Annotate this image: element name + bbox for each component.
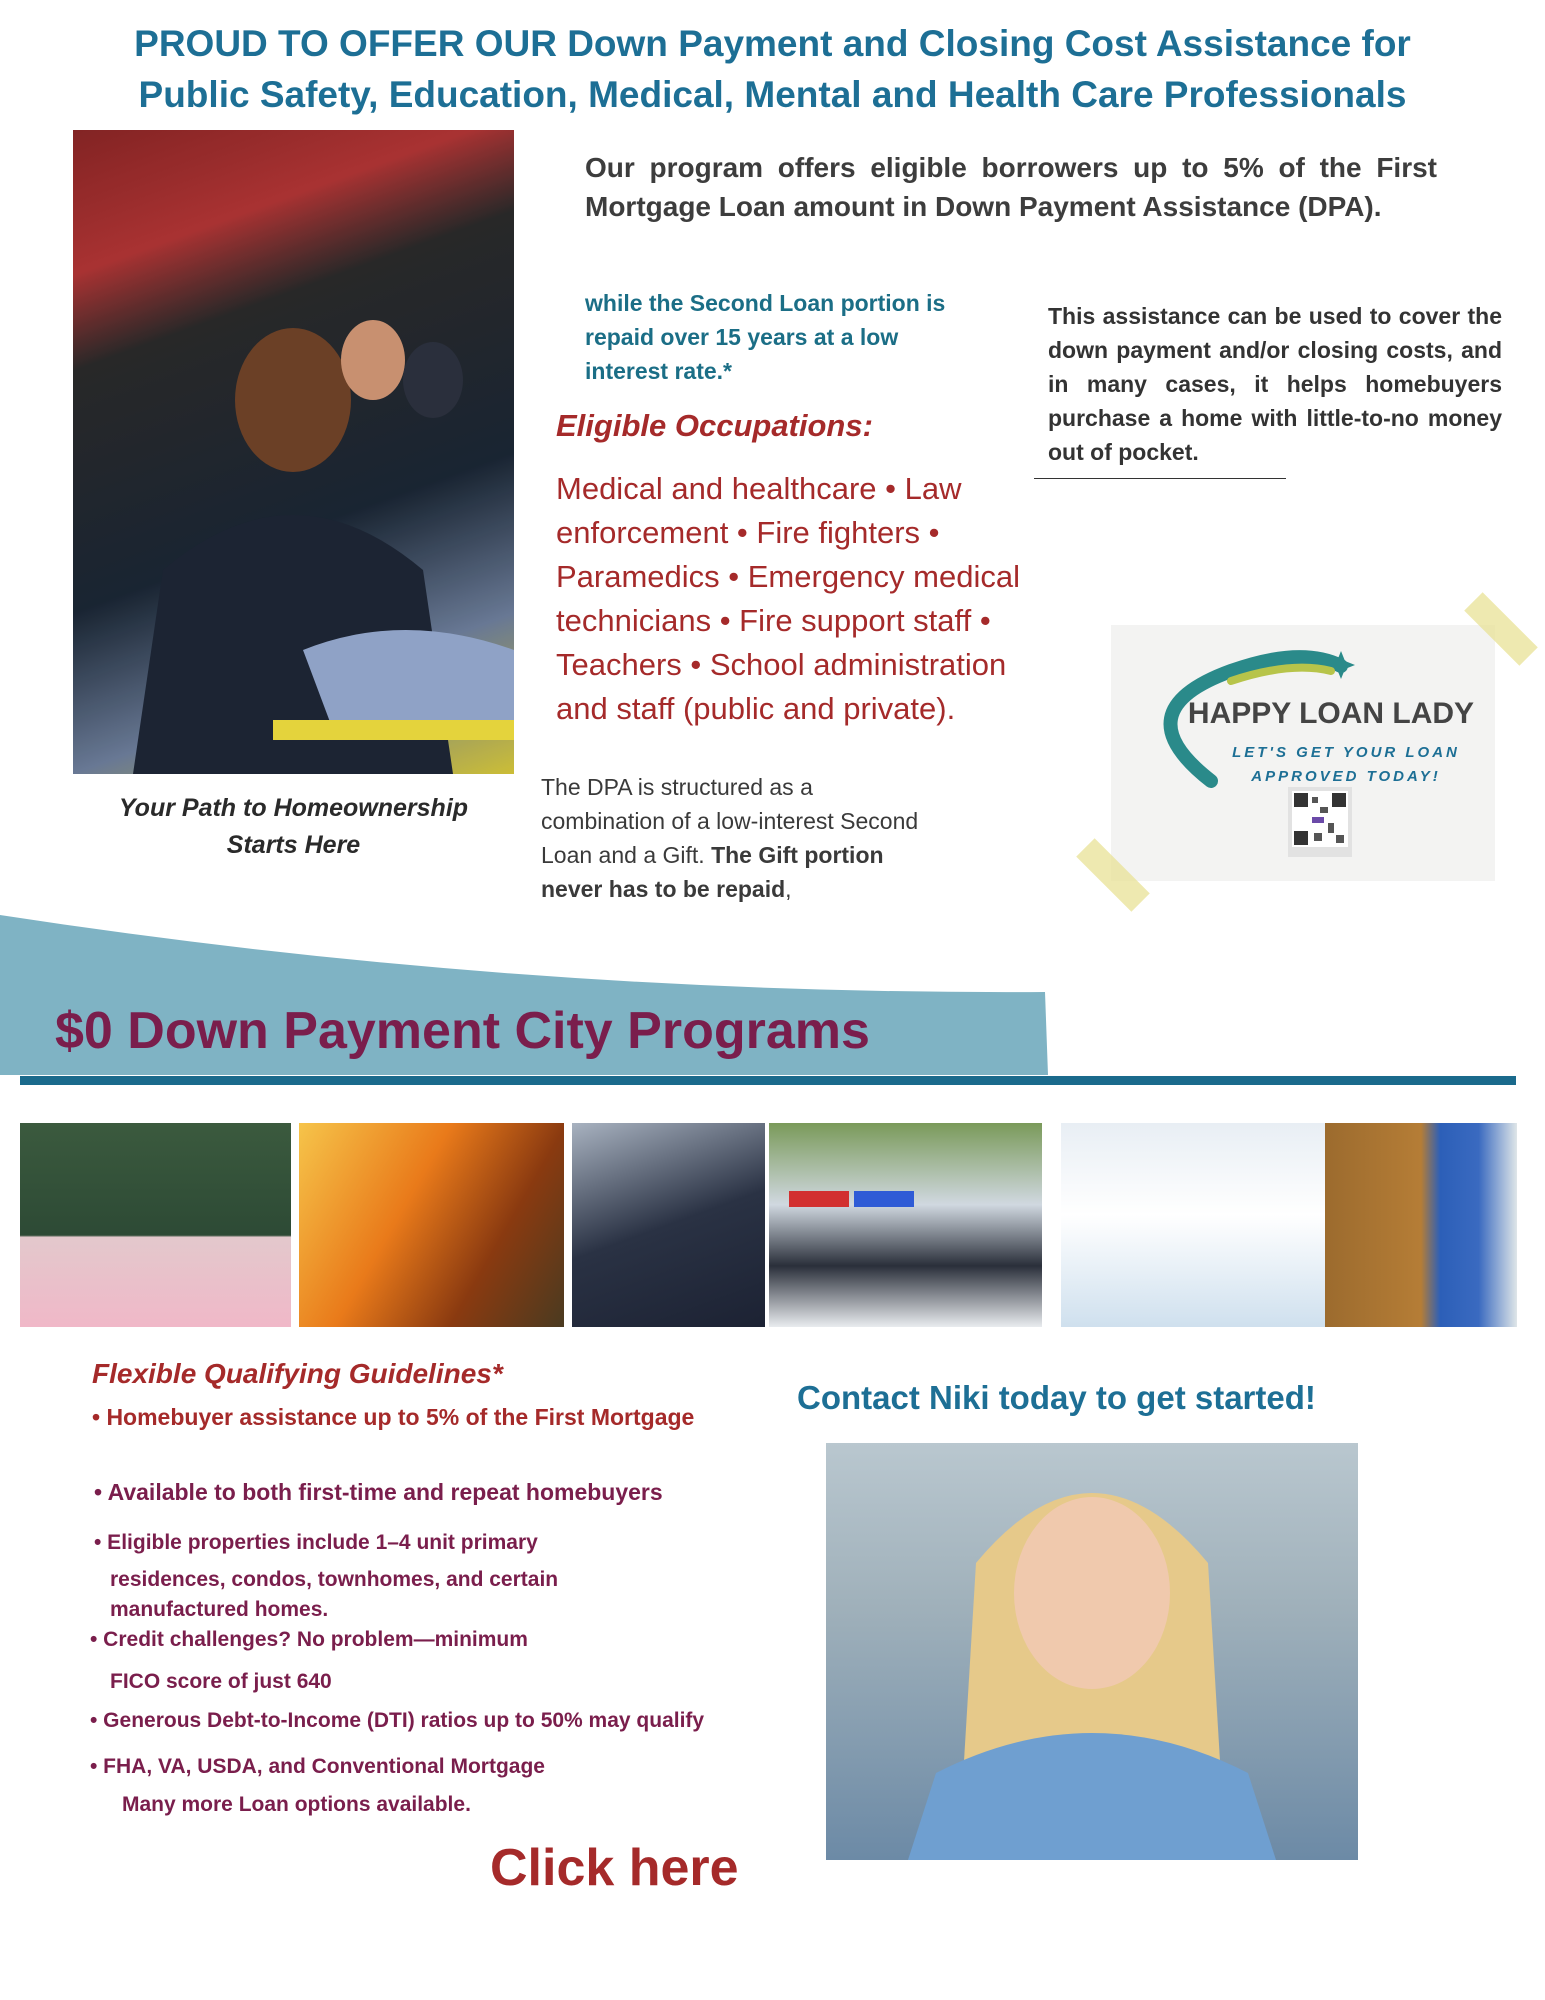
hero-caption-line-2: Starts Here (226, 831, 361, 859)
occupations-heading: Eligible Occupations: (556, 408, 873, 443)
guideline-item: • Available to both first-time and repeat homebuyers (94, 1479, 663, 1505)
logo-card (1111, 625, 1495, 881)
header-line-1: PROUD TO OFFER OUR Down Payment and Closing Cost Assistance for (134, 23, 1411, 64)
custodian-photo (1325, 1123, 1517, 1327)
assistance-note: This assistance can be used to cover the down payment and/or closing costs, and in many cases, it helps homebuyers purchase a home with little-to-no money out of pocket. (1048, 303, 1502, 465)
siren-red (789, 1191, 849, 1207)
guideline-item: • Eligible properties include 1–4 unit primary (94, 1531, 538, 1554)
occupations-list: Medical and healthcare • Law enforcement • Fire fighters • Paramedics • Emergency medical technicians • Fire support staff • Teachers • School administration and staff (public and private). (556, 471, 1020, 726)
hero-caption (73, 790, 514, 864)
paramedics-photo (73, 130, 514, 774)
siren-blue (854, 1191, 914, 1207)
guideline-item: • Credit challenges? No problem—minimum (90, 1628, 528, 1651)
logo-tagline-line-2: APPROVED TODAY! (1251, 768, 1441, 785)
divider (1034, 478, 1286, 479)
click-here-link[interactable]: Click here (490, 1839, 739, 1897)
dpa-structure (541, 770, 931, 906)
doctor-photo (1061, 1123, 1325, 1327)
teacher-photo (20, 1123, 291, 1327)
dpa-gift-text: The Gift portion never has to be repaid (541, 842, 884, 902)
logo-name: HAPPY LOAN LADY (1187, 697, 1475, 730)
logo-tagline (1221, 741, 1471, 789)
program-intro: Our program offers eligible borrowers up to 5% of the First Mortgage Loan amount in Down Payment Assistance (DPA). (585, 152, 1437, 222)
firefighter-photo (299, 1123, 564, 1327)
guideline-item-continued: Many more Loan options available. (122, 1793, 471, 1816)
header-line-2: Public Safety, Education, Medical, Mental and Health Care Professionals (138, 74, 1407, 115)
guideline-item-continued: manufactured homes. (110, 1598, 329, 1621)
guideline-item: • Generous Debt-to-Income (DTI) ratios up to 50% may qualify (90, 1709, 705, 1732)
guidelines-heading: Flexible Qualifying Guidelines* (92, 1358, 503, 1389)
dpa-text: The DPA is structured as a combination of a low-interest Second Loan and a Gift. (541, 774, 919, 868)
contact-heading: Contact Niki today to get started! (797, 1379, 1316, 1416)
guideline-item-continued: FICO score of just 640 (110, 1670, 332, 1693)
second-loan-note: while the Second Loan portion is repaid over 15 years at a low interest rate.* (585, 290, 946, 384)
hero-caption-line-1: Your Path to Homeownership (118, 794, 469, 822)
banner-title: $0 Down Payment City Programs (55, 1002, 870, 1060)
dpa-end: , (785, 876, 792, 902)
niki-photo (826, 1443, 1358, 1860)
qr-code-icon[interactable] (1288, 787, 1352, 857)
officer-photo (572, 1123, 765, 1327)
guideline-item: • FHA, VA, USDA, and Conventional Mortgage (90, 1755, 545, 1778)
guideline-item-continued: residences, condos, townhomes, and certain (110, 1568, 559, 1591)
logo-tagline-line-1: LET'S GET YOUR LOAN (1232, 744, 1460, 761)
guideline-item: • Homebuyer assistance up to 5% of the First Mortgage (92, 1404, 695, 1430)
police-car-photo (769, 1123, 1042, 1327)
